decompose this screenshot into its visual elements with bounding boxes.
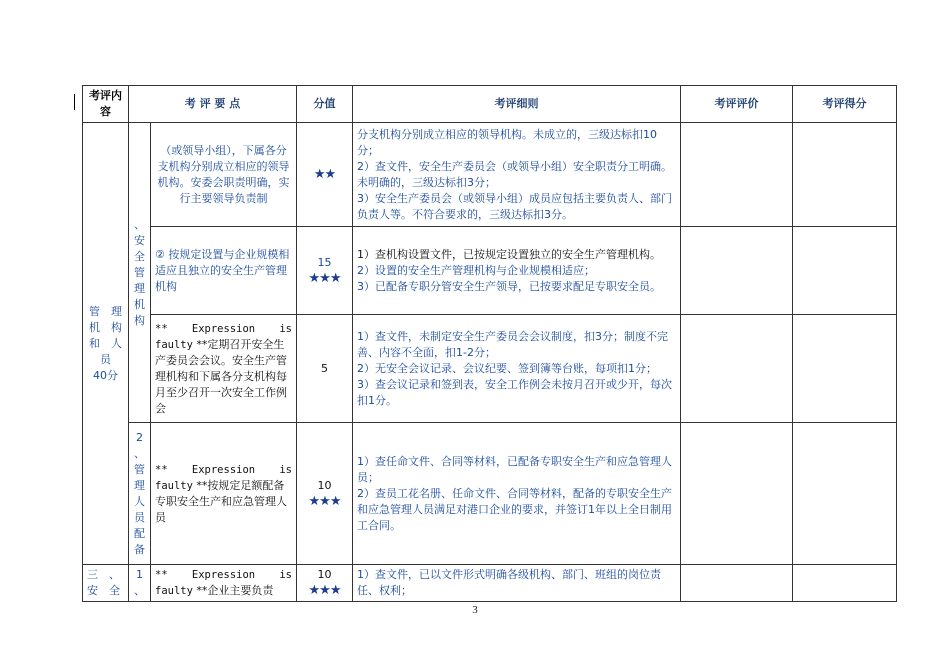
section-label: 管 理 机 构 和 人 员 40分 xyxy=(83,123,129,565)
evaluation-table xyxy=(82,85,897,602)
section-label-3: 三 、 安 全 xyxy=(83,565,129,602)
point-text: ** Expression is faulty **企业主要负责 xyxy=(151,565,297,602)
evaluation-cell[interactable] xyxy=(681,565,793,602)
result-cell[interactable] xyxy=(793,315,897,423)
score-cell xyxy=(297,123,353,227)
evaluation-cell[interactable] xyxy=(681,315,793,423)
details-cell: 1）查文件，已以文件形式明确各级机构、部门、班组的岗位责任、权利； xyxy=(353,565,681,602)
point-text: ② 按规定设置与企业规模相适应且独立的安全生产管理机构 xyxy=(151,227,297,315)
score-value: 5 xyxy=(321,361,328,375)
point-text: （或领导小组），下属各分支机构分别成立相应的领导机构。安委会职责明确，实行主要领导负责制 xyxy=(151,123,297,227)
header-result: 考评得分 xyxy=(793,86,897,123)
details-cell: 分支机构分别成立相应的领导机构。未成立的，三级达标扣10分； 2）查文件，安全生产委员会（或领导小组）安全职责分工明确。未明确的，三级达标扣3分； 3）安全生产委员会（或领导小组）成员应包括主要负责人、部门负责人等。不符合要求的，三级达标扣3分。 xyxy=(353,123,681,227)
score-value: 10 xyxy=(317,478,332,492)
score-value: 15 xyxy=(317,255,332,269)
evaluation-cell[interactable] xyxy=(681,123,793,227)
page-number: 3 xyxy=(472,604,478,616)
header-details: 考评细则 xyxy=(353,86,681,123)
header-score: 分值 xyxy=(297,86,353,123)
table-row xyxy=(83,227,897,315)
star-rating: ★★★ xyxy=(308,270,341,286)
details-cell: 1）查文件，未制定安全生产委员会会议制度，扣3分；制度不完善、内容不全面，扣1-2分； 2）无安全会议记录、会议纪要、签到簿等台账，每项扣1分； 3）查会议记录和签到表，安全工作例会未按月召开或少开，每次扣1分。 xyxy=(353,315,681,423)
evaluation-cell[interactable] xyxy=(681,423,793,565)
header-evaluation: 考评评价 xyxy=(681,86,793,123)
score-cell xyxy=(297,227,353,315)
evaluation-cell[interactable] xyxy=(681,227,793,315)
score-cell xyxy=(297,423,353,565)
star-rating: ★★★ xyxy=(308,493,341,509)
result-cell[interactable] xyxy=(793,123,897,227)
point-text: ** Expression is faulty **按规定足额配备专职安全生产和应急管理人员 xyxy=(151,423,297,565)
star-rating: ★★ xyxy=(313,166,336,182)
margin-mark xyxy=(74,94,75,110)
details-cell: 1）查任命文件、合同等材料，已配备专职安全生产和应急管理人员； 2）查员工花名册、任命文件、合同等材料，配备的专职安全生产和应急管理人员满足对港口企业的要求，并签订1年以上全日制用工合同。 xyxy=(353,423,681,565)
result-cell[interactable] xyxy=(793,423,897,565)
result-cell[interactable] xyxy=(793,565,897,602)
table-row xyxy=(83,565,897,602)
details-cell: 1）查机构设置文件，已按规定设置独立的安全生产管理机构。 2）设置的安全生产管理机构与企业规模相适应； 3）已配备专职分管安全生产领导，已按要求配足专职安全员。 xyxy=(353,227,681,315)
table-row xyxy=(83,423,897,565)
point-text: ** Expression is faulty **定期召开安全生产委员会会议。安全生产管理机构和下属各分支机构每月至少召开一次安全工作例会 xyxy=(151,315,297,423)
score-cell xyxy=(297,565,353,602)
header-content: 考评内容 xyxy=(83,86,129,123)
subsection-label-2: 2 、 管 理 人 员 配 备 xyxy=(129,423,151,565)
table-row xyxy=(83,315,897,423)
subsection-label-3: 1 、 xyxy=(129,565,151,602)
star-rating: ★★★ xyxy=(308,583,341,598)
score-value: 10 xyxy=(317,568,332,581)
table-row xyxy=(83,123,897,227)
score-cell xyxy=(297,315,353,423)
result-cell[interactable] xyxy=(793,227,897,315)
table-header-row xyxy=(83,86,897,123)
subsection-label-1: 、 安 全 管 理 机 构 xyxy=(129,123,151,423)
header-points: 考 评 要 点 xyxy=(129,86,297,123)
